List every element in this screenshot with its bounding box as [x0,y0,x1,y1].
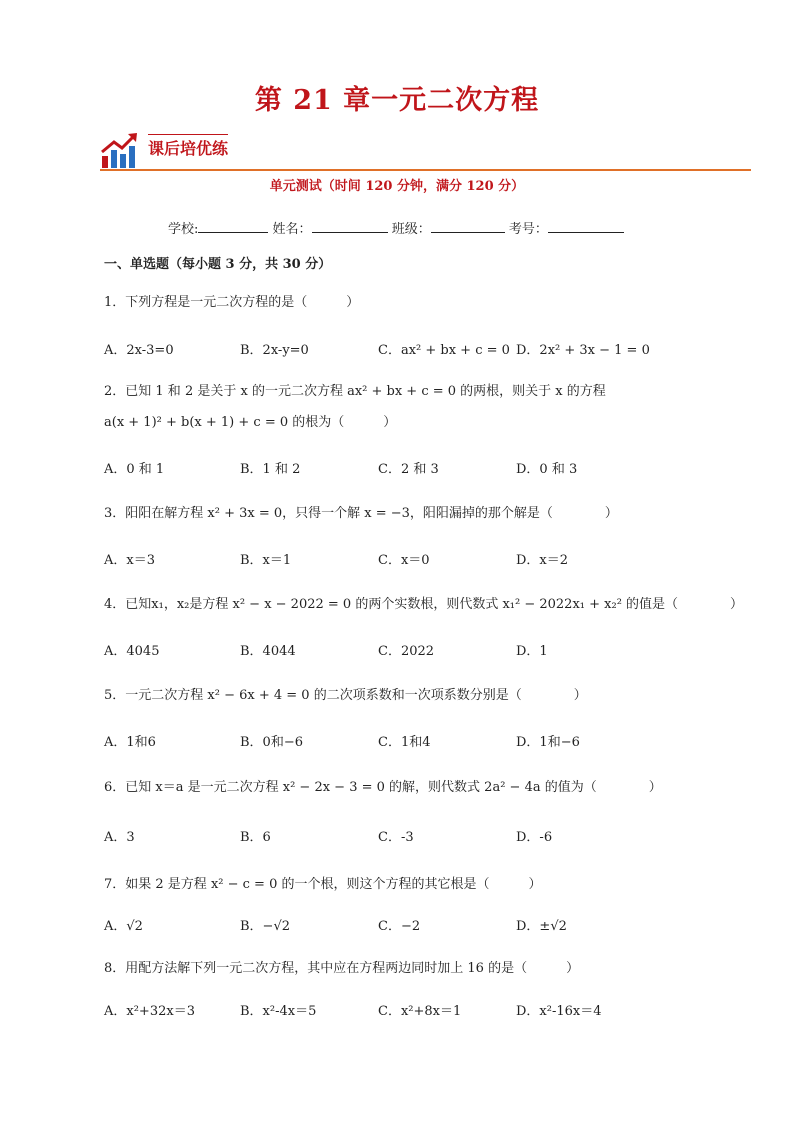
question-7-stem: 7．如果 2 是方程 x² − c = 0 的一个根，则这个方程的其它根是（ ） [104,877,542,892]
option-b: B．6 [240,830,271,845]
option-d: D．x＝2 [516,553,569,568]
option-a: A．4045 [104,644,160,659]
question-3-stem: 3．阳阳在解方程 x² + 3x = 0，只得一个解 x = −3，阳阳漏掉的那个解是（ ） [104,506,618,521]
page-title: 第 21 章一元二次方程 [254,85,540,116]
option-a: A．2x-3=0 [104,343,174,358]
number-label: 考号： [508,222,548,237]
option-b: B．x²-4x＝5 [240,1004,317,1019]
section-heading: 一、单选题（每小题 3 分，共 30 分） [104,257,332,272]
question-6-stem: 6．已知 x＝a 是一元二次方程 x² − 2x − 3 = 0 的解，则代数式 2a² − 4a 的值为（ ） [104,780,662,795]
class-blank[interactable] [431,220,505,233]
section-label: 课后培优练 [148,139,229,158]
option-a: A．3 [104,830,135,845]
option-b: B．−√2 [240,919,291,934]
option-a: A．√2 [104,919,143,934]
option-b: B．x＝1 [240,553,292,568]
question-8-stem: 8．用配方法解下列一元二次方程，其中应在方程两边同时加上 16 的是（ ） [104,961,580,976]
question-5-stem: 5．一元二次方程 x² − 6x + 4 = 0 的二次项系数和一次项系数分别是（ ） [104,688,587,703]
option-c: C．2022 [378,644,435,659]
option-c: C．x²+8x＝1 [378,1004,462,1019]
question-2-stem: 2．已知 1 和 2 是关于 x 的一元二次方程 ax² + bx + c = 0 的两根，则关于 x 的方程 [104,384,606,399]
school-label: 学校: [168,222,199,237]
header-divider [100,169,751,171]
exam-subtitle: 单元测试（时间 120 分钟，满分 120 分） [269,179,525,194]
name-blank[interactable] [312,220,388,233]
option-b: B．1 和 2 [240,462,301,477]
option-a: A．0 和 1 [104,462,165,477]
student-info-row [168,218,624,237]
option-b: B．2x-y=0 [240,343,309,358]
number-blank[interactable] [548,220,624,233]
label-overline [148,134,228,135]
school-blank[interactable] [198,220,268,233]
option-d: D．x²-16x＝4 [516,1004,602,1019]
option-b: B．4044 [240,644,296,659]
option-c: C．−2 [378,919,421,934]
option-c: C．ax² + bx + c = 0 [378,343,510,358]
option-c: C．1和4 [378,735,431,750]
option-d: D．-6 [516,830,553,845]
option-d: D．2x² + 3x − 1 = 0 [516,343,650,358]
question-4-stem: 4．已知x₁，x₂是方程 x² − x − 2022 = 0 的两个实数根，则代数式 x₁² − 2022x₁ + x₂² 的值是（ ） [104,597,744,612]
option-d: D．1 [516,644,548,659]
option-b: B．0和−6 [240,735,303,750]
option-c: C．x＝0 [378,553,430,568]
option-c: C．-3 [378,830,414,845]
question-2-stem-line2: a(x + 1)² + b(x + 1) + c = 0 的根为（ ） [104,415,397,430]
option-d: D．0 和 3 [516,462,578,477]
option-c: C．2 和 3 [378,462,439,477]
option-d: D．±√2 [516,919,567,934]
chart-growth-icon [100,130,140,170]
class-label: 班级： [391,222,431,237]
name-label: 姓名： [272,222,312,237]
option-a: A．x²+32x＝3 [104,1004,195,1019]
option-d: D．1和−6 [516,735,580,750]
option-a: A．1和6 [104,735,156,750]
question-1-stem: 1．下列方程是一元二次方程的是（ ） [104,295,360,310]
option-a: A．x＝3 [104,553,155,568]
